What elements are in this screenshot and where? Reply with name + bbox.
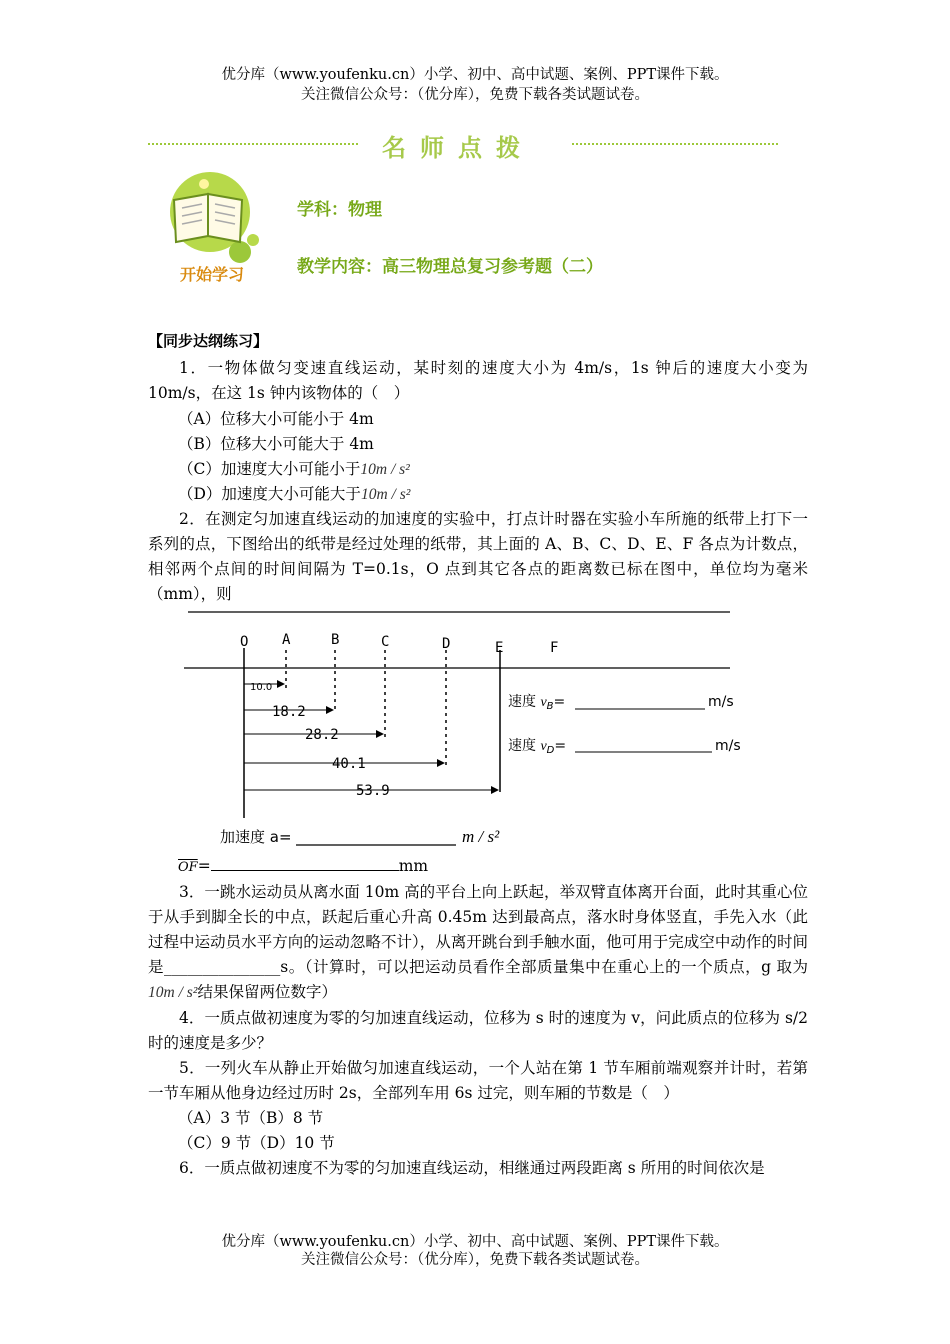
of-unit: mm [398,857,429,875]
vb-label: 速度 $v_B=$ [508,694,566,712]
q1-stem: 1．一物体做匀变速直线运动，某时刻的速度大小为 4m/s，1s 钟后的速度大小变为 10m/s，在这 1s 钟内该物体的（ ） [148,359,808,402]
banner-divider-left [148,143,358,145]
banner-title: 名师点拨 [382,134,534,162]
q5-options-cd: （C）9 节（D）10 节 [178,1134,335,1152]
logo-caption: 开始学习 [180,265,245,284]
q3-stem: 3．一跳水运动员从离水面 10m 高的平台上向上跃起，举双臂直体离开台面，此时其重心位于从手到脚全长的中点，跃起后重心升高 0.45m 达到最高点，落水时身体竖直，手先入水（此过程中运动员水平方向的运动忽略不计），从离开跳台到手触水面，他可用于完成空中动作的时间是_______________s。（计算时，可以把运动员看作全部质量集中在重心上的一个质点，g 取为10m / s²结果保留两位数字） [148,883,808,1001]
subject-label: 学科：物理 [297,200,382,220]
accel-label: 加速度 a= [220,828,292,846]
of-label: $\overline{OF}$ [178,860,198,875]
vd-unit: m/s [715,738,741,754]
q1-option-c-unit: 10m / s² [360,461,410,478]
ticker-tape-figure [180,600,760,850]
section-title: 【同步达纲练习】 [148,332,269,350]
q6-stem: 6．一质点做初速度不为零的匀加速直线运动，相继通过两段距离 s 所用的时间依次是 [179,1159,765,1177]
header-line-1: 优分库（www.youfenku.cn）小学、初中、高中试题、案例、PPT课件下载。 [221,67,729,83]
point-d: D [442,636,451,652]
q1-option-d-unit: 10m / s² [360,486,411,503]
point-a: A [282,632,291,648]
banner-divider-right [572,143,778,145]
of-blank [211,856,399,871]
distance-ob: 18.2 [272,704,306,720]
q1-option-b: （B）位移大小可能大于 4m [178,435,374,453]
teaching-content-label: 教学内容：高三物理总复习参考题（二） [297,257,603,277]
footer-line-1: 优分库（www.youfenku.cn）小学、初中、高中试题、案例、PPT课件下载。 [221,1234,729,1250]
q2-stem: 2．在测定匀加速直线运动的加速度的实验中，打点计时器在实验小车所施的纸带上打下一系列的点，下图给出的纸带是经过处理的纸带，其上面的 A、B、C、D、E、F 各点为计数点，相邻两个点间的时间间隔为 T=0.1s，O 点到其它各点的距离数已标在图中，单位均为毫米（mm），则 [148,510,808,603]
q5-stem: 5．一列火车从静止开始做匀加速直线运动，一个人站在第 1 节车厢前端观察并计时，若第一节车厢从他身边经过历时 2s，全部列车用 6s 过完，则车厢的节数是（ ） [148,1059,808,1102]
distance-oe: 53.9 [356,783,390,799]
vb-unit: m/s [708,694,734,710]
q3-g-unit: 10m / s² [148,984,198,1001]
q5-options-ab: （A）3 节（B）8 节 [178,1109,324,1127]
distance-oa: 10.0 [250,682,273,693]
q1-option-d: （D）加速度大小可能大于10m / s² [178,485,411,503]
vd-label: 速度 $v_D=$ [508,738,567,756]
accel-unit: m / s² [462,827,500,846]
footer-line-2: 关注微信公众号：（优分库），免费下载各类试题试卷。 [301,1252,649,1268]
header-line-2: 关注微信公众号：（优分库），免费下载各类试题试卷。 [301,87,649,103]
of-answer-line: $\overline{OF}=$ mm [178,857,429,875]
point-b: B [331,632,340,648]
point-f: F [550,640,559,656]
q1-option-a: （A）位移大小可能小于 4m [178,410,374,428]
point-c: C [381,634,390,650]
q1-option-c: （C）加速度大小可能小于10m / s² [178,460,410,478]
point-e: E [495,640,504,656]
point-o: O [240,634,249,650]
q4-stem: 4．一质点做初速度为零的匀加速直线运动，位移为 s 时的速度为 v，问此质点的位移为 s/2 时的速度是多少？ [148,1009,808,1052]
q3-blank: _______________ [164,958,281,976]
distance-oc: 28.2 [305,727,339,743]
distance-od: 40.1 [332,756,366,772]
